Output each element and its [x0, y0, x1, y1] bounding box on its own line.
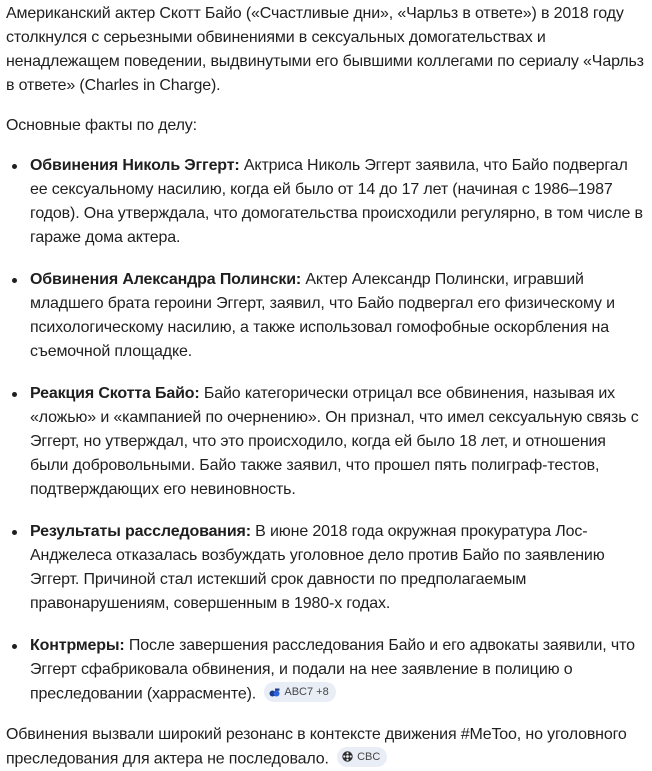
abc7-source-icon — [269, 687, 280, 698]
citation-chip-abc7[interactable] — [264, 682, 335, 702]
fact-text: В июне 2018 года окружная прокуратура Лос-Анджелеса отказалась возбуждать уголовное дело против Байо по заявлению Эггерт. Причиной стал истекший срок давности по предполагаемым правонарушениям, совершенным в 1980-х годах. — [30, 523, 605, 612]
facts-list — [6, 154, 646, 707]
bullet-icon — [12, 164, 17, 169]
list-item — [6, 520, 646, 616]
facts-heading: Основные факты по делу: — [6, 114, 646, 138]
bullet-icon — [12, 644, 17, 649]
conclusion-text: Обвинения вызвали широкий резонанс в контексте движения #MeToo, но уголовного преследования для актера не последовало. — [6, 726, 627, 768]
cbc-source-icon — [342, 751, 353, 762]
list-item — [6, 634, 646, 707]
conclusion-paragraph — [6, 723, 646, 771]
fact-text: Актриса Николь Эггерт заявила, что Байо подвергал ее сексуальному насилию, когда ей было от 14 до 17 лет (начиная с 1986–1987 годов). Она утверждала, что домогательства происходили регулярно, в том числе в гараже дома актера. — [30, 157, 643, 246]
intro-paragraph: Американский актер Скотт Байо («Счастливые дни», «Чарльз в ответе») в 2018 году столкнулся с серьезными обвинениями в сексуальных домогательствах и ненадлежащем поведении, выдвинутыми его бывшими коллегами по сериалу «Чарльз в ответе» (Charles in Charge). — [6, 2, 646, 98]
fact-lead: Результаты расследования: — [30, 523, 251, 540]
citation-label: ABC7 +8 — [284, 682, 328, 702]
list-item — [6, 268, 646, 364]
fact-lead: Обвинения Александра Полински: — [30, 271, 301, 288]
fact-text: Актер Александр Полински, игравший младшего брата героини Эггерт, заявил, что Байо подвергал его физическому и психологическому насилию, а также использовал гомофобные оскорбления на съемочной площадке. — [30, 271, 615, 360]
fact-lead: Реакция Скотта Байо: — [30, 385, 200, 402]
list-item — [6, 382, 646, 502]
bullet-icon — [12, 278, 17, 283]
fact-text: Байо категорически отрицал все обвинения, называя их «ложью» и «кампанией по очернению». Он признал, что имел сексуальную связь с Эггерт, но утверждал, что это происходило, когда ей было 18 лет, и отношения были добровольными. Байо также заявил, что прошел пять полиграф-тестов, подтверждающих его невиновность. — [30, 385, 639, 498]
citation-label: CBC — [357, 747, 380, 767]
citation-chip-cbc[interactable] — [337, 747, 387, 767]
fact-lead: Контрмеры: — [30, 637, 125, 654]
bullet-icon — [12, 530, 17, 535]
list-item — [6, 154, 646, 250]
fact-text: После завершения расследования Байо и его адвокаты заявили, что Эггерт сфабриковала обвинения, и подали на нее заявление в полицию о преследовании (харрасменте). — [30, 637, 635, 703]
fact-lead: Обвинения Николь Эггерт: — [30, 157, 240, 174]
bullet-icon — [12, 392, 17, 397]
